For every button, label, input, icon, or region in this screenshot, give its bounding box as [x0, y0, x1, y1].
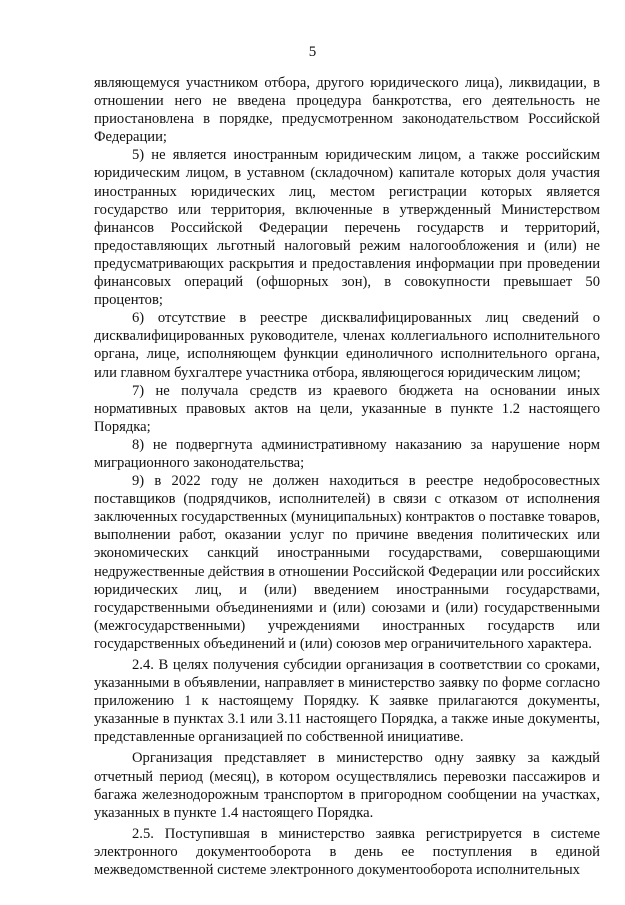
paragraph-item-7: 7) не получала средств из краевого бюджета на основании иных нормативных правовых актов на цели, указанные в пункте 1.2 настоящего Порядка;	[94, 382, 600, 435]
paragraph-section-2-4: 2.4. В целях получения субсидии организация в соответствии со сроками, указанными в объявлении, направляет в министерство заявку по форме согласно приложению 1 к настоящему Порядку. К заявке прилагаются документы, указанные в пунктах 3.1 или 3.11 настоящего Порядка, а также иные документы, представленные организацией по собственной инициативе.	[94, 657, 600, 746]
paragraph-application-rule: Организация представляет в министерство одну заявку за каждый отчетный период (месяц), в котором осуществлялись перевозки пассажиров и багажа железнодорожным транспортом в пригородном сообщении на участках, указанных в пункте 1.4 настоящего Порядка.	[94, 750, 600, 821]
paragraph-item-6: 6) отсутствие в реестре дисквалифицированных лиц сведений о дисквалифицированных руководителе, членах коллегиального исполнительного органа, лице, исполняющем функции единоличного исполнительного органа, или главном бухгалтере участника отбора, являющегося юридическим лицом;	[94, 310, 600, 381]
paragraph-item-8: 8) не подвергнута административному наказанию за нарушение норм миграционного законодательства;	[94, 436, 600, 471]
paragraph-continuation: являющемуся участником отбора, другого юридического лица), ликвидации, в отношении него не введена процедура банкротства, его деятельность не приостановлена в порядке, предусмотренном законодательством Российской Федерации;	[94, 75, 600, 146]
paragraph-item-9: 9) в 2022 году не должен находиться в реестре недобросовестных поставщиков (подрядчиков, исполнителей) в связи с отказом от исполнения заключенных государственных (муниципальных) контрактов о поставке товаров, выполнении работ, оказании услуг по причине введения политических или экономических санкций иностранными государствами, совершающими недружественные действия в отношении Российской Федерации или российских юридических лиц, и (или) введением иностранными государствами, государственными объединениями и (или) союзами и (или) государственными (межгосударственными) учреждениями иностранных государств или государственных объединений и (или) союзов мер ограничительного характера.	[94, 473, 600, 652]
page-number: 5	[308, 44, 317, 60]
paragraph-item-5: 5) не является иностранным юридическим лицом, а также российским юридическим лицом, в уставном (складочном) капитале которых доля участия иностранных юридических лиц, местом регистрации которых является государство или территория, включенные в утвержденный Министерством финансов Российской Федерации перечень государств и территорий, предоставляющих льготный налоговый режим налогообложения и (или) не предусматривающих раскрытия и предоставления информации при проведении финансовых операций (офшорных зон), в совокупности превышает 50 процентов;	[94, 147, 600, 309]
paragraph-section-2-5: 2.5. Поступившая в министерство заявка регистрируется в системе электронного документооборота в день ее поступления в единой межведомственной системе электронного документооборота исполнительных	[94, 825, 600, 879]
document-body	[94, 74, 600, 879]
